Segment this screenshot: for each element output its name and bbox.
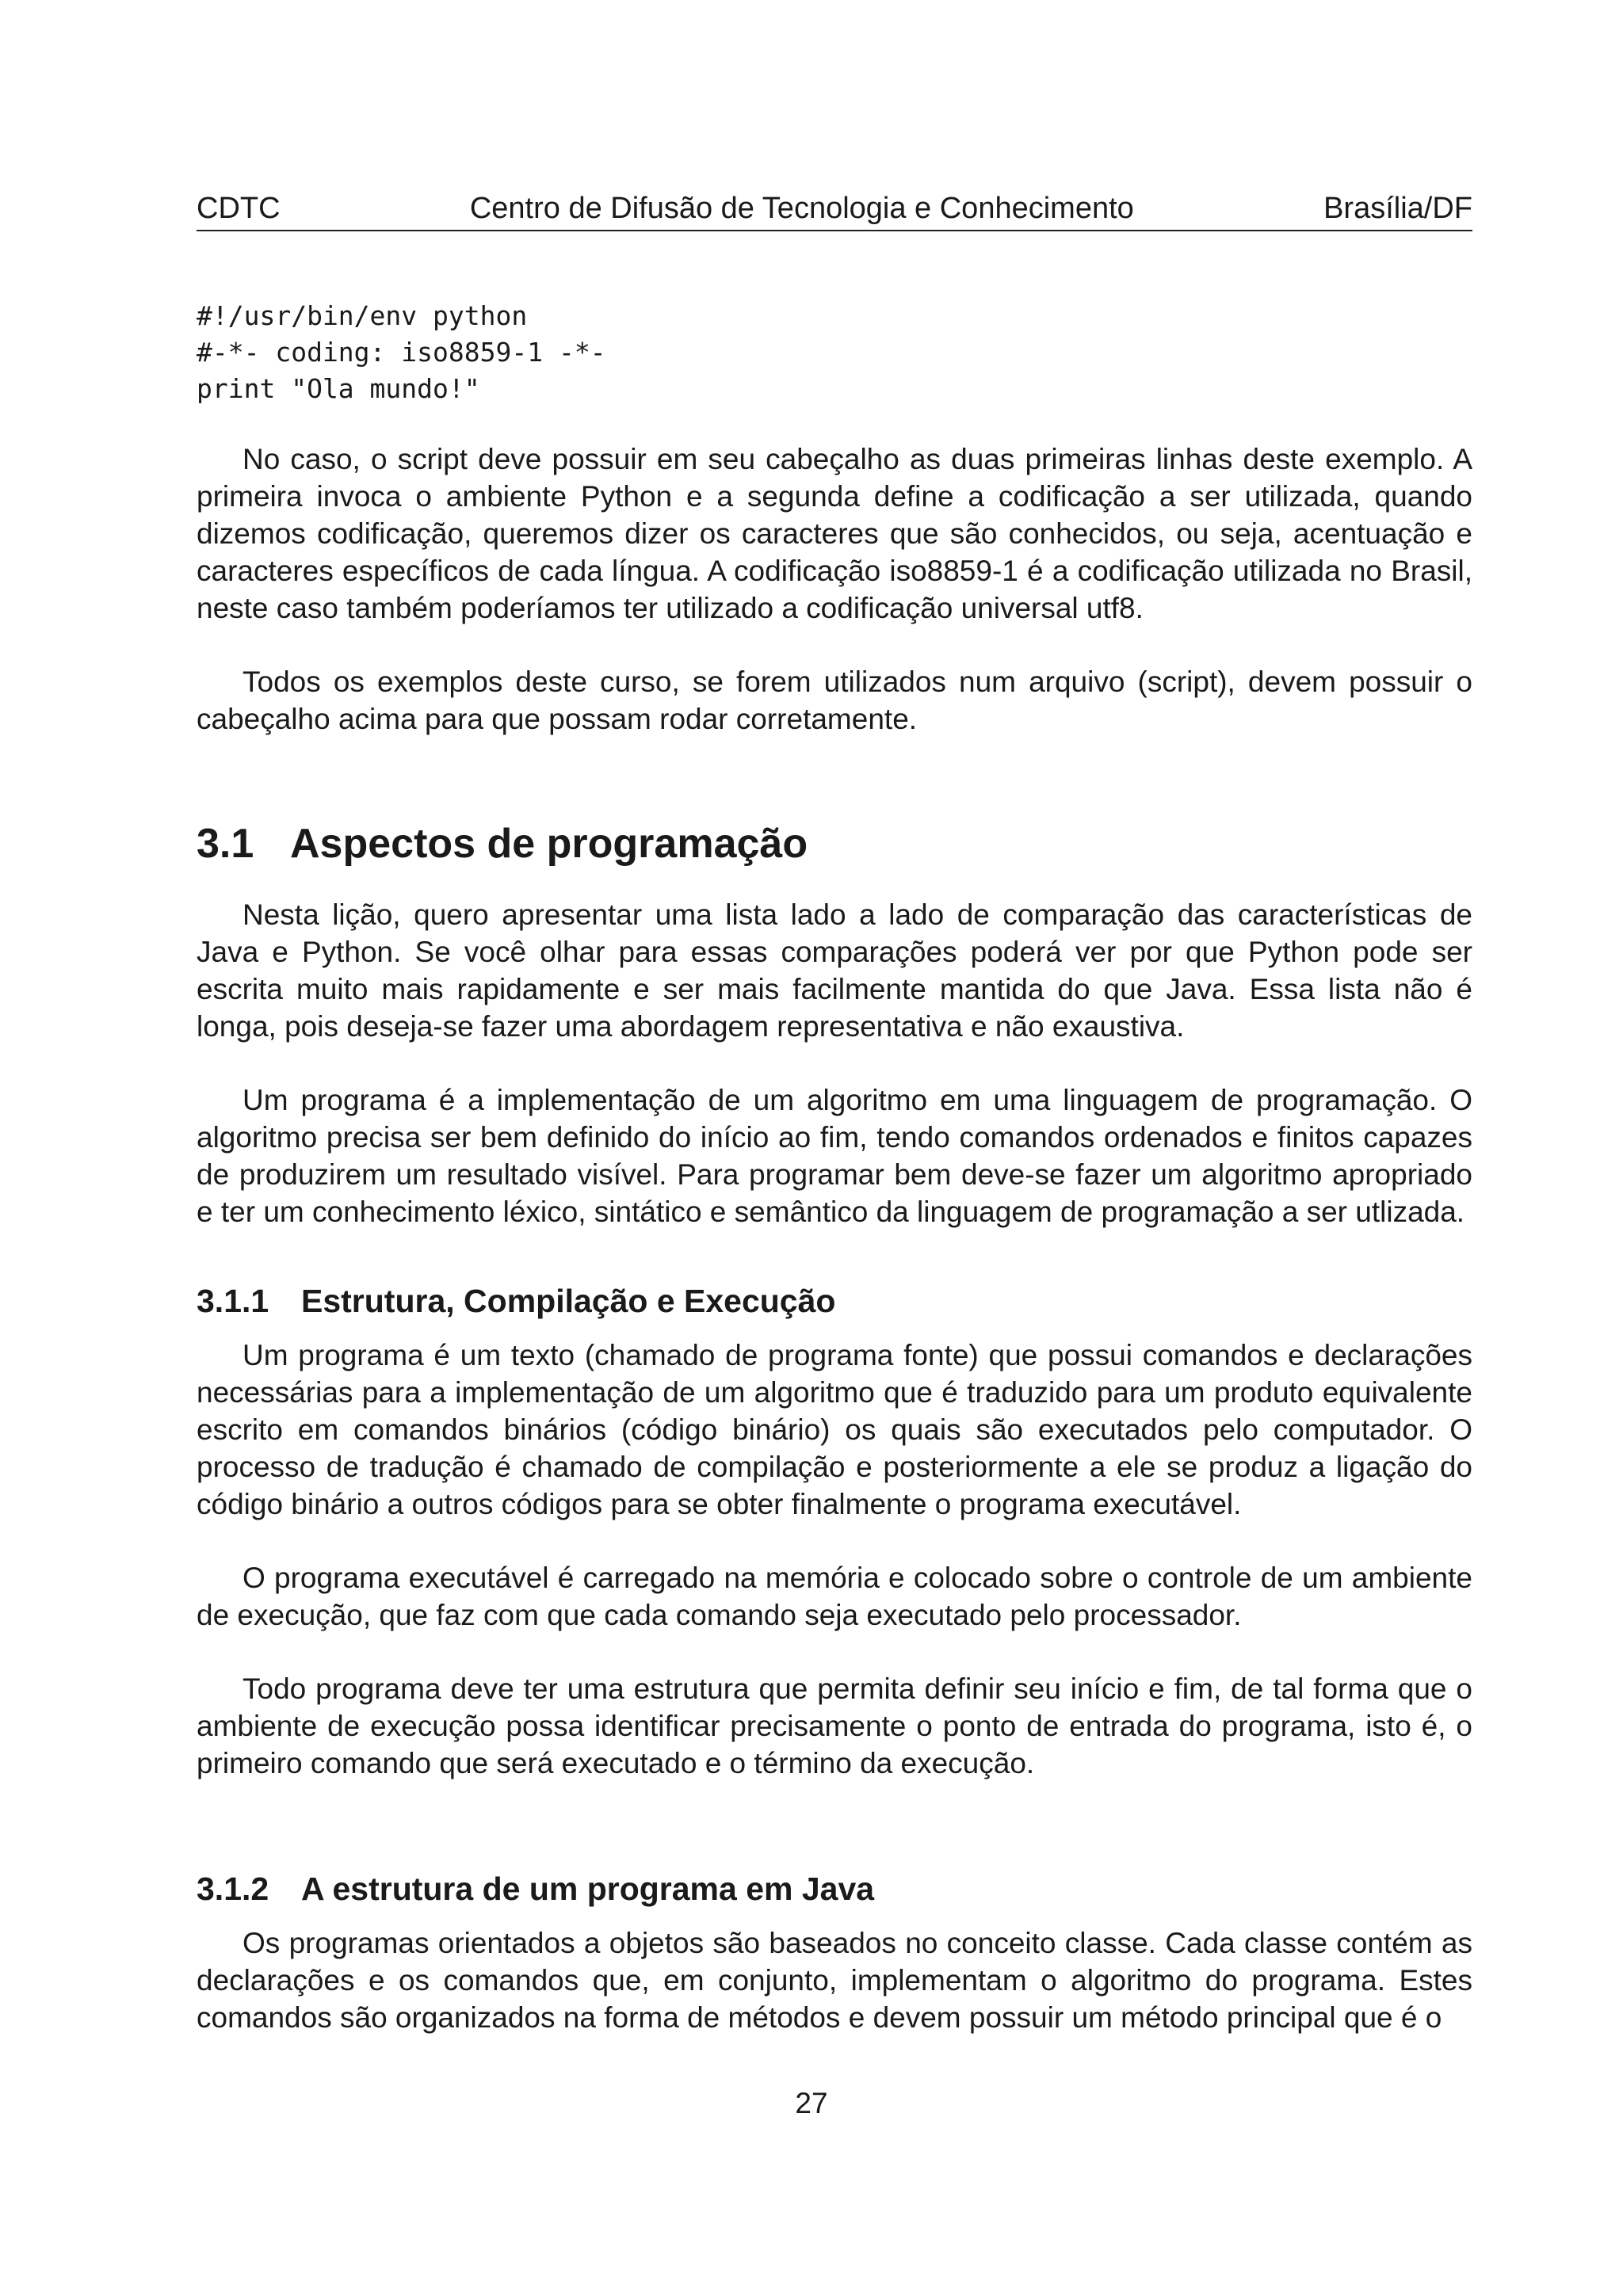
paragraph: Um programa é um texto (chamado de programa fonte) que possui comandos e declarações necessárias para a implementação de um algoritmo que é traduzido para um produto equivalente escrito em comandos binários (código binário) os quais são executados pelo computador. O processo de tradução é chamado de compilação e posteriormente a ele se produz a ligação do código binário a outros códigos para se obter finalmente o programa executável.: [197, 1339, 1472, 1520]
subsection-heading: [197, 1869, 1472, 1909]
code-line: print "Ola mundo!": [197, 373, 480, 404]
code-line: #-*- coding: iso8859-1 -*-: [197, 337, 606, 368]
paragraph: Nesta lição, quero apresentar uma lista lado a lado de comparação das características de Java e Python. Se você olhar para essas comparações poderá ver por que Python pode ser escrita muito mais rapidamente e ser mais facilmente mantida do que Java. Essa lista não é longa, pois deseja-se fazer uma abordagem representativa e não exaustiva.: [197, 898, 1472, 1043]
header-center: Centro de Difusão de Tecnologia e Conhecimento: [469, 192, 1134, 225]
section-title: Aspectos de programação: [290, 821, 808, 867]
paragraph: Todos os exemplos deste curso, se forem utilizados num arquivo (script), devem possuir o cabeçalho acima para que possam rodar corretamente.: [197, 666, 1472, 735]
subsection-number: 3.1.2: [197, 1871, 269, 1907]
paragraph: No caso, o script deve possuir em seu cabeçalho as duas primeiras linhas deste exemplo. A primeira invoca o ambiente Python e a segunda define a codificação a ser utilizada, quando dizemos codificação, queremos dizer os caracteres que são conhecidos, ou seja, acentuação e caracteres específicos de cada língua. A codificação iso8859-1 é a codificação utilizada no Brasil, neste caso também poderíamos ter utilizado a codificação universal utf8.: [197, 443, 1472, 624]
header-left: CDTC: [197, 192, 281, 225]
subsection-title: A estrutura de um programa em Java: [301, 1871, 875, 1907]
code-line: #!/usr/bin/env python: [197, 300, 528, 331]
document-page: [197, 190, 1472, 2036]
paragraph: Um programa é a implementação de um algoritmo em uma linguagem de programação. O algoritmo precisa ser bem definido do início ao fim, tendo comandos ordenados e finitos capazes de produzirem um resultado visível. Para programar bem deve-se fazer um algoritmo apropriado e ter um conhecimento léxico, sintático e semântico da linguagem de programação a ser utlizada.: [197, 1084, 1472, 1228]
running-header: [197, 190, 1472, 231]
subsection-title: Estrutura, Compilação e Execução: [301, 1283, 836, 1319]
paragraph: Todo programa deve ter uma estrutura que permita definir seu início e fim, de tal forma que o ambiente de execução possa identificar precisamente o ponto de entrada do programa, isto é, o primeiro comando que será executado e o término da execução.: [197, 1672, 1472, 1779]
paragraph: O programa executável é carregado na memória e colocado sobre o controle de um ambiente de execução, que faz com que cada comando seja executado pelo processador.: [197, 1562, 1472, 1631]
section-number: 3.1: [197, 821, 254, 867]
paragraph: Os programas orientados a objetos são baseados no conceito classe. Cada classe contém as declarações e os comandos que, em conjunto, implementam o algoritmo do programa. Estes comandos são organizados na forma de métodos e devem possuir um método principal que é o: [197, 1927, 1472, 2034]
subsection-heading: [197, 1281, 1472, 1321]
subsection-number: 3.1.1: [197, 1283, 269, 1319]
section-heading: [197, 820, 1472, 868]
header-right: Brasília/DF: [1323, 192, 1472, 225]
code-block: [197, 298, 1472, 407]
page-number: 27: [795, 2087, 828, 2119]
